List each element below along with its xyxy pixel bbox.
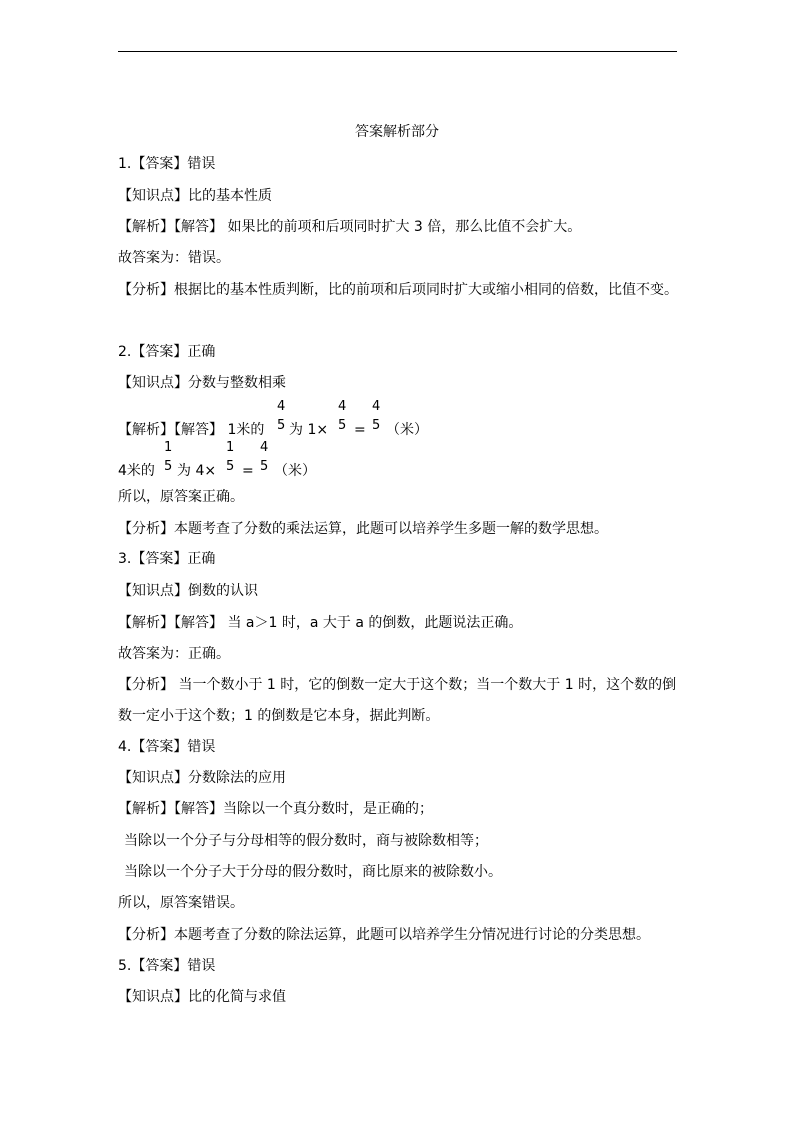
fraction-denominator: 5 <box>164 459 173 474</box>
fraction-numerator: 1 <box>164 440 173 455</box>
unit-label: （米） <box>386 422 428 438</box>
q3-answer: 3.【答案】正确 <box>118 551 216 567</box>
q3-conclusion: 故答案为：正确。 <box>118 646 230 662</box>
q2-line2-mid: 为 4× <box>177 463 217 479</box>
q2-answer: 2.【答案】正确 <box>118 344 216 360</box>
q2-line2-prefix: 4米的 <box>118 463 155 479</box>
q4-analysis-line1: 【解析】【解答】当除以一个真分数时，是正确的； <box>118 801 433 817</box>
fraction-denominator: 5 <box>277 418 286 433</box>
q2-analysis-mid: 为 1× <box>289 422 329 438</box>
q4-analysis-line2: 当除以一个分子与分母相等的假分数时，商与被除数相等； <box>124 833 488 849</box>
q5-answer: 5.【答案】错误 <box>118 958 216 974</box>
q2-conclusion: 所以，原答案正确。 <box>118 489 244 505</box>
fraction-denominator: 5 <box>226 459 235 474</box>
q4-knowledge-point: 【知识点】分数除法的应用 <box>118 770 286 786</box>
fraction-denominator: 5 <box>260 459 269 474</box>
q2-explanation: 【分析】本题考查了分数的乘法运算，此题可以培养学生多题一解的数学思想。 <box>118 521 608 537</box>
fraction-numerator: 1 <box>226 440 235 455</box>
q2-knowledge-point: 【知识点】分数与整数相乘 <box>118 375 286 391</box>
q4-analysis-line3: 当除以一个分子大于分母的假分数时，商比原来的被除数小。 <box>124 864 502 880</box>
fraction-numerator: 4 <box>338 399 347 414</box>
fraction-numerator: 4 <box>277 399 286 414</box>
fraction-denominator: 5 <box>372 418 381 433</box>
page-title: 答案解析部分 <box>355 124 439 140</box>
unit-label: （米） <box>274 463 316 479</box>
fraction-denominator: 5 <box>338 418 347 433</box>
q3-explanation-line1: 【分析】 当一个数小于 1 时，它的倒数一定大于这个数；当一个数大于 1 时，这个数的倒 <box>118 677 677 693</box>
q4-conclusion: 所以，原答案错误。 <box>118 895 244 911</box>
q4-answer: 4.【答案】错误 <box>118 739 216 755</box>
q1-analysis: 【解析】【解答】 如果比的前项和后项同时扩大 3 倍，那么比值不会扩大。 <box>118 219 582 235</box>
q3-knowledge-point: 【知识点】倒数的认识 <box>118 583 258 599</box>
equals-sign: = <box>242 463 254 479</box>
fraction-numerator: 4 <box>372 399 381 414</box>
q4-explanation: 【分析】本题考查了分数的除法运算，此题可以培养学生分情况进行讨论的分类思想。 <box>118 927 650 943</box>
q3-analysis: 【解析】【解答】 当 a＞1 时，a 大于 a 的倒数，此题说法正确。 <box>118 615 523 631</box>
q1-answer: 1.【答案】错误 <box>118 156 216 172</box>
q2-analysis-prefix: 【解析】【解答】 1米的 <box>118 422 265 438</box>
q5-knowledge-point: 【知识点】比的化简与求值 <box>118 989 286 1005</box>
header-rule <box>118 51 677 52</box>
q1-knowledge-point: 【知识点】比的基本性质 <box>118 188 272 204</box>
equals-sign: = <box>354 422 366 438</box>
q3-explanation-line2: 数一定小于这个数；1 的倒数是它本身，据此判断。 <box>118 708 440 724</box>
fraction-numerator: 4 <box>260 440 269 455</box>
q1-conclusion: 故答案为：错误。 <box>118 250 230 266</box>
q1-explanation: 【分析】根据比的基本性质判断，比的前项和后项同时扩大或缩小相同的倍数，比值不变。 <box>118 282 678 298</box>
